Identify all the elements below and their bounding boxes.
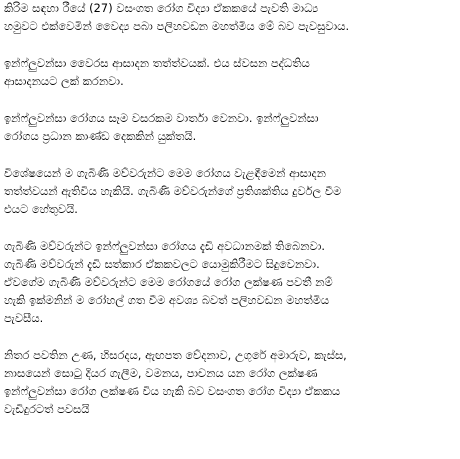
text-line: එයට හේතුවයි.: [4, 203, 78, 216]
text-line: ගැබිණි මව්වරුන්ට ඉන්ෆ්ලුවන්සා රෝගය දැඩි අවධානමක් තිබෙනවා.: [4, 240, 326, 253]
text-line: හැකි ඉක්මනින් ම රෝහල් ගත වීම අවශ්‍ය බවත් පලිහවඩන මහත්මිය: [4, 294, 330, 307]
paragraph-5: [4, 238, 458, 328]
paragraph-4: [4, 165, 458, 219]
text-line: ඒවගේම ගැබිණි මව්වරුන්ට මෙම රෝගයේ රෝග ලක්ෂණ පවතී නම්: [4, 276, 333, 289]
paragraph-2: [4, 55, 458, 91]
text-line: තත්ත්වයන් ඇතිවිය හැකියි. ගැබිණි මව්වරුන්ගේ ප්‍රතිශක්තිය දුර්වල වීම: [4, 185, 342, 198]
text-line: රෝගය ප්‍රධාන කාණ්ඩ දෙකකින් යුක්තයි.: [4, 130, 197, 143]
text-line: ඉන්ෆ්ලුවන්සා රෝග ලක්ෂණ විය හැකි බව වසංගත රෝග විද්‍යා ඒකකය: [4, 385, 341, 398]
text-line: කිරිම සඳහා රීයේ (27) වසංගත රෝග විද්‍යා ඒකකයේ පැවති මාධ්‍ය: [4, 2, 319, 15]
text-line: ගැබිණි මව්වරුන් දැඩි සත්කාර ඒකකවලට යොමුකිරීමට සිදුවෙනවා.: [4, 258, 320, 271]
paragraph-1: [4, 0, 458, 36]
text-line: හමුවට එක්වෙමින් වෛද්‍ය පබා පලිහවඩන මහත්මිය මේ බව පැවසුවාය.: [4, 20, 350, 33]
paragraph-3: [4, 110, 458, 146]
text-line: නාසයෙන් සොටු දියර ගැලීම, වමනය, පාචනය යන රෝග ලක්ෂණ: [4, 367, 318, 380]
text-line: නිතර පවතින උණ, හිසරදය, ඇඟපත වේදනාව, උගුරේ අමාරුව, කැස්ස,: [4, 349, 347, 362]
text-line: ඉන්ෆ්ලුවන්සා රෝගය සෑම වසරකම වාර්තා වෙනවා. ඉන්ෆ්ලුවන්සා: [4, 112, 319, 125]
text-line: ආසාදනයට ලක් කරනවා.: [4, 75, 124, 88]
text-line: වැඩිදුරටත් පවසයි: [4, 403, 90, 416]
text-line: ඉන්ෆ්ලුවන්සා වෛරස ආසාදන තත්ත්වයක්. එය ස්වසන පද්ධතිය: [4, 57, 310, 70]
text-line: විශේෂයෙන් ම ගැබිණි මව්වරුන්ට මෙම රෝගය වැළඳීමෙන් ආසාදන: [4, 167, 326, 180]
text-line: පැවසීය.: [4, 312, 44, 325]
article-body: [4, 0, 458, 438]
paragraph-6: [4, 347, 458, 419]
